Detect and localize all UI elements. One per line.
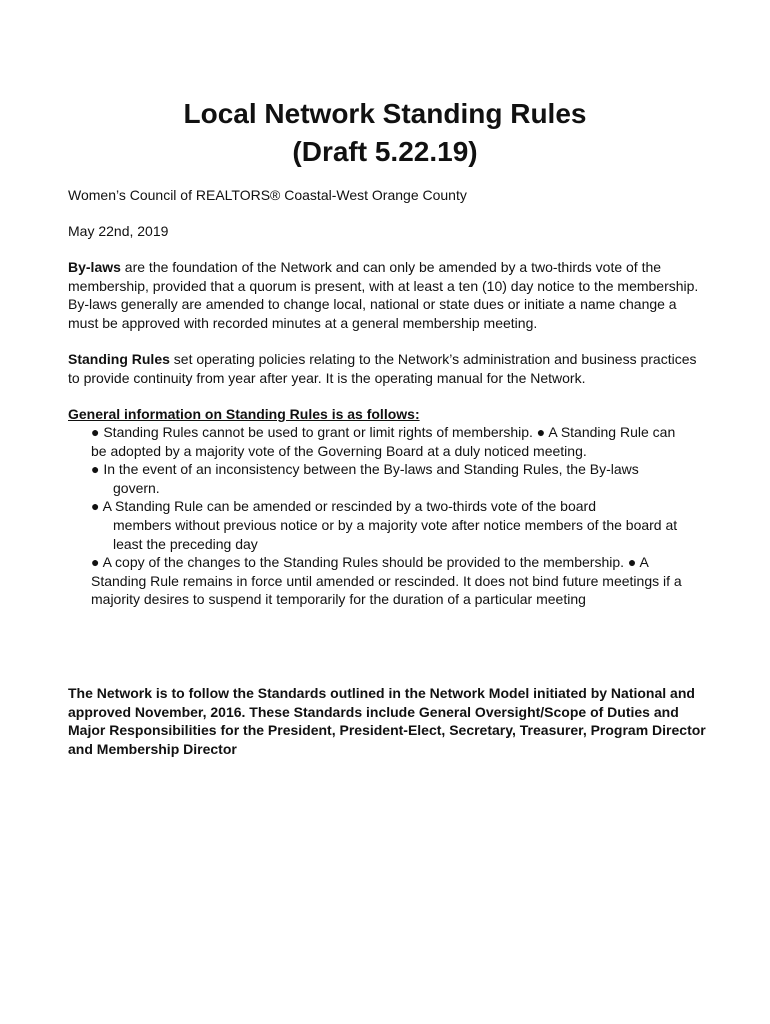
standing-rules-text: set operating policies relating to the Network’s administration and business practices to provide continuity from year after year. It is the operating manual for the Network. (68, 351, 697, 386)
bullet-block-3-lead: ● A Standing Rule can be amended or rescinded by a two-thirds vote of the board (91, 498, 596, 515)
bullet-block-3 (91, 497, 691, 553)
document-date: May 22nd, 2019 (68, 223, 169, 239)
title-line-2: (Draft 5.22.19) (292, 136, 478, 167)
bylaws-paragraph (68, 258, 708, 332)
document-title (0, 95, 770, 171)
title-line-1: Local Network Standing Rules (183, 98, 587, 129)
general-info-heading: General information on Standing Rules is as follows: (68, 406, 420, 422)
bullet-block-3-cont: members without previous notice or by a majority vote after notice members of the board at least the preceding day (113, 516, 678, 552)
bylaws-term: By-laws (68, 259, 121, 275)
bullet-block-1: ● Standing Rules cannot be used to grant or limit rights of membership. ● A Standing Rule can be adopted by a majority vote of the Governing Board at a duly noticed meeting. (91, 424, 676, 459)
general-info-list (91, 423, 691, 609)
standards-paragraph: The Network is to follow the Standards outlined in the Network Model initiated by National and approved November, 2016. These Standards include General Oversight/Scope of Duties and Major Responsibilities for the President, President-Elect, Secretary, Treasurer, Program Director and Membership Director (68, 685, 706, 757)
standing-rules-paragraph (68, 350, 708, 387)
bullet-block-4: ● A copy of the changes to the Standing Rules should be provided to the membership. ● A Standing Rule remains in force until amended or rescinded. It does not bind future meetings if a majority desires to suspend it temporarily for the duration of a particular meeting (91, 554, 682, 608)
bullet-block-2-lead: ● In the event of an inconsistency between the By-laws and Standing Rules, the By-laws (91, 461, 639, 478)
standing-rules-term: Standing Rules (68, 351, 170, 367)
bullet-block-2 (91, 460, 691, 497)
bylaws-text: are the foundation of the Network and can only be amended by a two-thirds vote of the membership, provided that a quorum is present, with at least a ten (10) day notice to the membership. By-laws generally are amended to change local, national or state dues or initiate a name change a must be approved with recorded minutes at a general membership meeting. (68, 259, 699, 331)
bullet-block-2-cont: govern. (113, 479, 160, 496)
organization-name: Women’s Council of REALTORS® Coastal-West Orange County (68, 187, 467, 203)
